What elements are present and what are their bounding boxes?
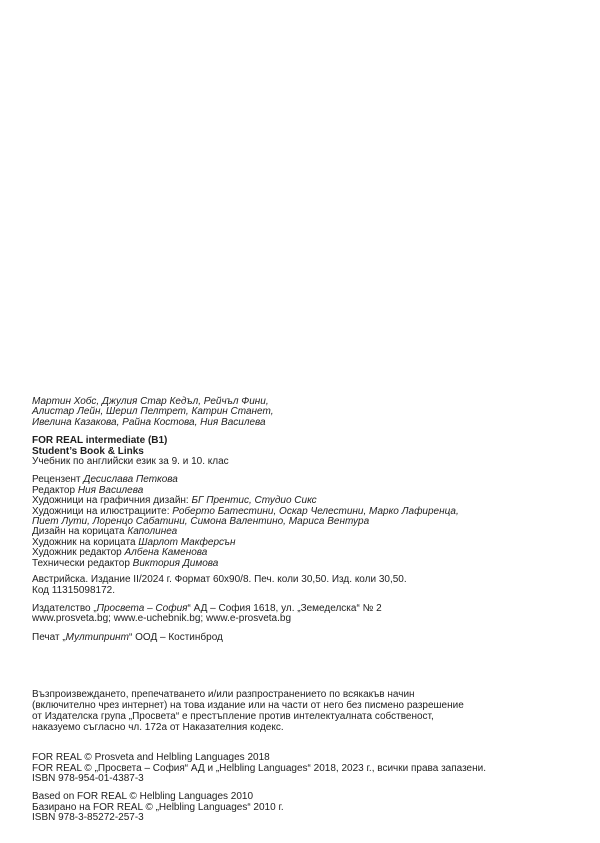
credit-name: Каполинеа: [127, 526, 178, 538]
isbn-primary: ISBN 978-954-01-4387-3: [32, 772, 144, 784]
publisher-label: Издателство „: [32, 602, 97, 614]
credit-line-technical-editor: [32, 559, 570, 569]
book-subtitle: Student’s Book & Links: [32, 445, 144, 457]
publisher-name: Просвета – София: [96, 602, 188, 614]
credit-name: Шарлот Макферсън: [138, 536, 236, 548]
based-on-block: [32, 792, 570, 823]
credit-name: Виктория Димова: [132, 557, 219, 569]
copyright-block: [32, 753, 570, 784]
credit-label: Технически редактор: [32, 557, 133, 569]
publisher-block: [32, 604, 570, 625]
credit-name: Ния Василева: [77, 484, 144, 496]
copyright-line-en: FOR REAL © Prosveta and Helbling Languages 2018: [32, 752, 270, 764]
copyright-line-bg: FOR REAL © „Просвета – София“ АД и „Helbling Languages“ 2018, 2023 г., всички права запазени.: [32, 762, 486, 774]
credit-name: Албена Каменова: [124, 547, 208, 559]
book-title: FOR REAL intermediate (B1): [32, 435, 168, 447]
authors-line: Мартин Хобс, Джулия Стар Кедъл, Рейчъл Фини,: [32, 396, 269, 407]
edition-code: Код 11315098172.: [32, 584, 115, 596]
print-location: “ ООД – Костинброд: [129, 631, 223, 643]
warning-line: наказуемо съгласно чл. 172а от Наказателния кодекс.: [32, 722, 284, 734]
warning-line: от Издателска група „Просвета“ е престъпление против интелектуалната собственост,: [32, 711, 434, 723]
credit-label: Редактор: [32, 484, 78, 496]
based-on-line-en: Based on FOR REAL © Helbling Languages 2010: [32, 791, 254, 803]
credits-block: [32, 475, 570, 569]
publisher-websites: www.prosveta.bg; www.e-uchebnik.bg; www.e-prosveta.bg: [32, 613, 292, 625]
printer-name: Мултипринт: [65, 631, 129, 643]
print-label: Печат „: [32, 631, 66, 643]
credit-label: Дизайн на корицата: [32, 526, 128, 538]
credit-name: Пиет Лути, Лоренцо Сабатини, Симона Валентино, Мариса Вентура: [32, 516, 370, 528]
based-on-line-bg: Базирано на FOR REAL © „Helbling Languages“ 2010 г.: [32, 801, 284, 813]
credit-label: Художник редактор: [32, 547, 125, 559]
edition-details: Австрийска. Издание II/2024 г. Формат 60х90/8. Печ. коли 30,50. Изд. коли 30,50.: [32, 574, 407, 586]
book-description: Учебник по английски език за 9. и 10. клас: [32, 456, 229, 468]
credit-label: Художник на корицата: [32, 536, 139, 548]
credit-name: Роберто Батестини, Оскар Челестини, Марко Лафиренца,: [172, 505, 459, 517]
publisher-address: “ АД – София 1618, ул. „Земеделска“ № 2: [187, 602, 382, 614]
isbn-original: ISBN 978-3-85272-257-3: [32, 812, 144, 824]
credit-label: Художници на графичния дизайн:: [32, 495, 192, 507]
credit-name: БГ Прентис, Студио Сикс: [191, 495, 317, 507]
authors-block: [32, 397, 570, 428]
print-line: [32, 633, 570, 643]
credit-label: Художници на илюстрациите:: [32, 505, 173, 517]
warning-line: (включително чрез интернет) на това издание или на части от него без писмено разрешение: [32, 700, 464, 712]
title-block: [32, 436, 570, 467]
edition-block: [32, 575, 570, 596]
authors-line: Алистар Лейн, Шерил Пелтрет, Катрин Станет,: [32, 406, 274, 418]
copyright-warning: [32, 689, 570, 733]
warning-line: Възпроизвеждането, препечатването и/или разпространението по всякакъв начин: [32, 689, 415, 701]
print-block: [32, 633, 570, 643]
credit-label: Рецензент: [32, 474, 84, 486]
authors-line: Ивелина Казакова, Райна Костова, Ния Василева: [32, 416, 266, 428]
credit-name: Десислава Петкова: [83, 474, 178, 486]
